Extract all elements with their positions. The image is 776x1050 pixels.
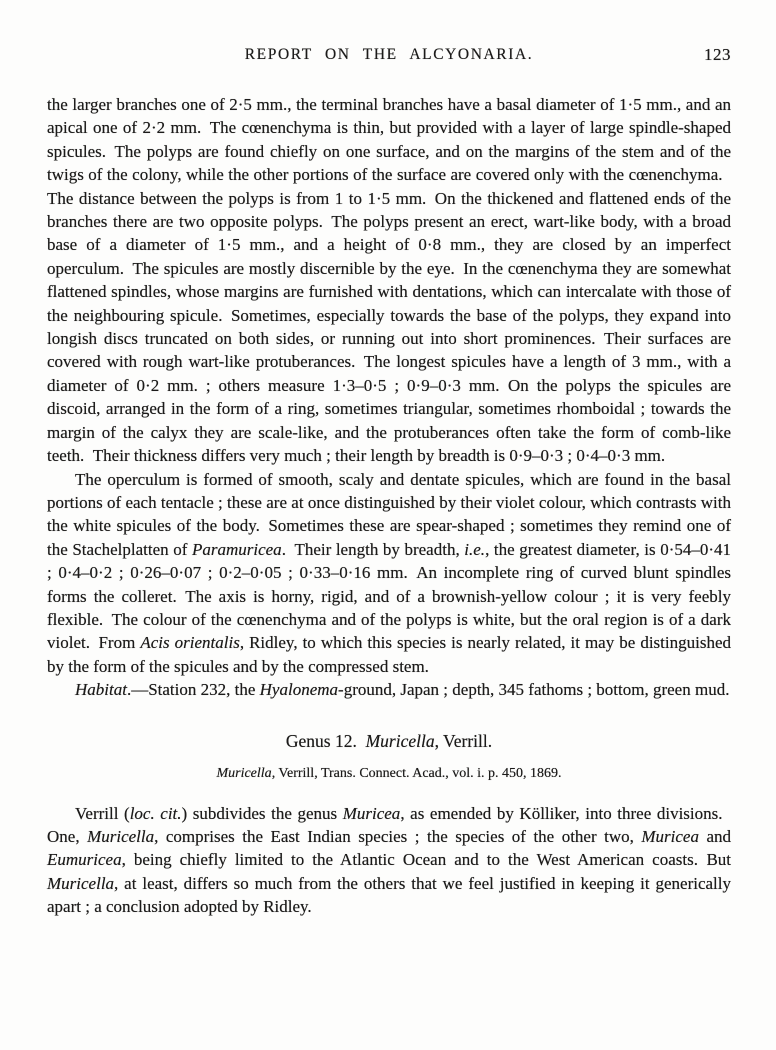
text-segment: Verrill ( [75,803,130,823]
text-segment: ) subdivides the genus [181,803,343,823]
italic-text-segment: loc. cit. [129,803,182,823]
page-body [47,93,731,919]
italic-text-segment: Muricella [216,765,272,781]
italic-text-segment: Muricella [87,826,155,846]
paragraph-continuation [47,93,731,468]
italic-text-segment: Muricea [342,803,401,823]
italic-text-segment: Muricella [365,730,435,751]
italic-text-segment: i.e. [464,539,486,559]
italic-text-segment: Paramuricea [191,539,282,559]
text-segment: , comprises the East Indian species ; the species of the other two, [154,826,642,846]
italic-text-segment: Muricea [641,826,699,846]
text-segment: , Verrill, Trans. Connect. Acad., vol. i. p. 450, 1869. [271,765,562,781]
page-number: 123 [704,45,731,64]
text-segment: .—Station 232, the [126,680,260,700]
genus-citation [47,765,731,783]
text-segment: , being chiefly limited to the Atlantic Ocean and to the West American coasts. But [121,850,731,870]
text-segment: , as emended by Kölliker, into three divisions. One, [47,803,731,846]
paragraph-operculum [47,468,731,679]
text-segment: , the greatest diameter, is 0·54–0·41 ; 0·4–0·2 ; 0·26–0·07 ; 0·2–0·05 ; 0·33–0·16 mm. An incomplete ring of curved blunt spindles forms the colleret. The axis is horny, rigid, and of a brownish-yellow colour ; it is very feebly flexible. The colour of the cœnenchyma and of the polyps is white, but the oral region is of a dark violet. From [47,539,732,653]
text-segment: -ground, Japan ; depth, 345 fathoms ; bottom, green mud. [338,680,730,700]
italic-text-segment: Acis orientalis [140,633,240,653]
italic-text-segment: Habitat [75,680,127,700]
paragraph-verrill [47,802,731,919]
italic-text-segment: Muricella [47,873,115,893]
text-segment: , Verrill. [434,730,493,751]
paragraph-habitat [47,678,731,701]
italic-text-segment: Hyalonema [259,680,339,700]
text-segment: , at least, differs so much from the others that we feel justified in keeping it generically apart ; a conclusion adopted by Ridley. [47,873,731,917]
text-segment: Genus 12. [285,730,366,751]
text-segment: , Ridley, to which this species is nearly related, it may be distinguished by the form of the spicules and by the compressed stem. [47,633,731,676]
text-segment: The operculum is formed of smooth, scaly and dentate spicules, which are found in the basal portions of each tentacle ; these are at once distinguished by their violet colour, which contrasts with the white spicules of the body. Sometimes these are spear-shaped ; sometimes they remind one of the Stachelplatten of [47,469,731,559]
running-head [47,46,731,66]
genus-heading [47,729,731,753]
text-segment: and [698,826,732,846]
italic-text-segment: Eumuricea [47,850,122,870]
running-title: REPORT ON THE ALCYONARIA. [244,46,534,63]
text-segment: the larger branches one of 2·5 mm., the terminal branches have a basal diameter of 1·5 mm., and an apical one of 2·2 mm. The cœnenchyma is thin, but provided with a layer of large spindle-shaped spicules. The polyps are found chiefly on one surface, and on the margins of the stem and of the twigs of the colony, while the other portions of the surface are covered only with the cœnenchyma. The distance between the polyps is from 1 to 1·5 mm. On the thickened and flattened ends of the branches there are two opposite polyps. The polyps present an erect, wart-like body, with a broad base of a diameter of 1·5 mm., and a height of 0·8 mm., they are closed by an imperfect operculum. The spicules are mostly discernible by the eye. In the cœnenchyma they are somewhat flattened spindles, whose margins are furnished with dentations, which can intercalate with those of the neighbouring spicule. Sometimes, especially towards the base of the polyps, they expand into longish discs truncated on both sides, or running out into short prominences. Their surfaces are covered with rough wart-like protuberances. The longest spicules have a length of 3 mm., with a diameter of 0·2 mm. ; others measure 1·3–0·5 ; 0·9–0·3 mm. On the polyps the spicules are discoid, arranged in the form of a ring, sometimes triangular, sometimes rhomboidal ; towards the margin of the calyx they are scale-like, and the protuberances often take the form of comb-like teeth. Their thickness differs very much ; their length by breadth is 0·9–0·3 ; 0·4–0·3 mm. [47,95,731,466]
text-segment: . Their length by breadth, [281,539,465,559]
